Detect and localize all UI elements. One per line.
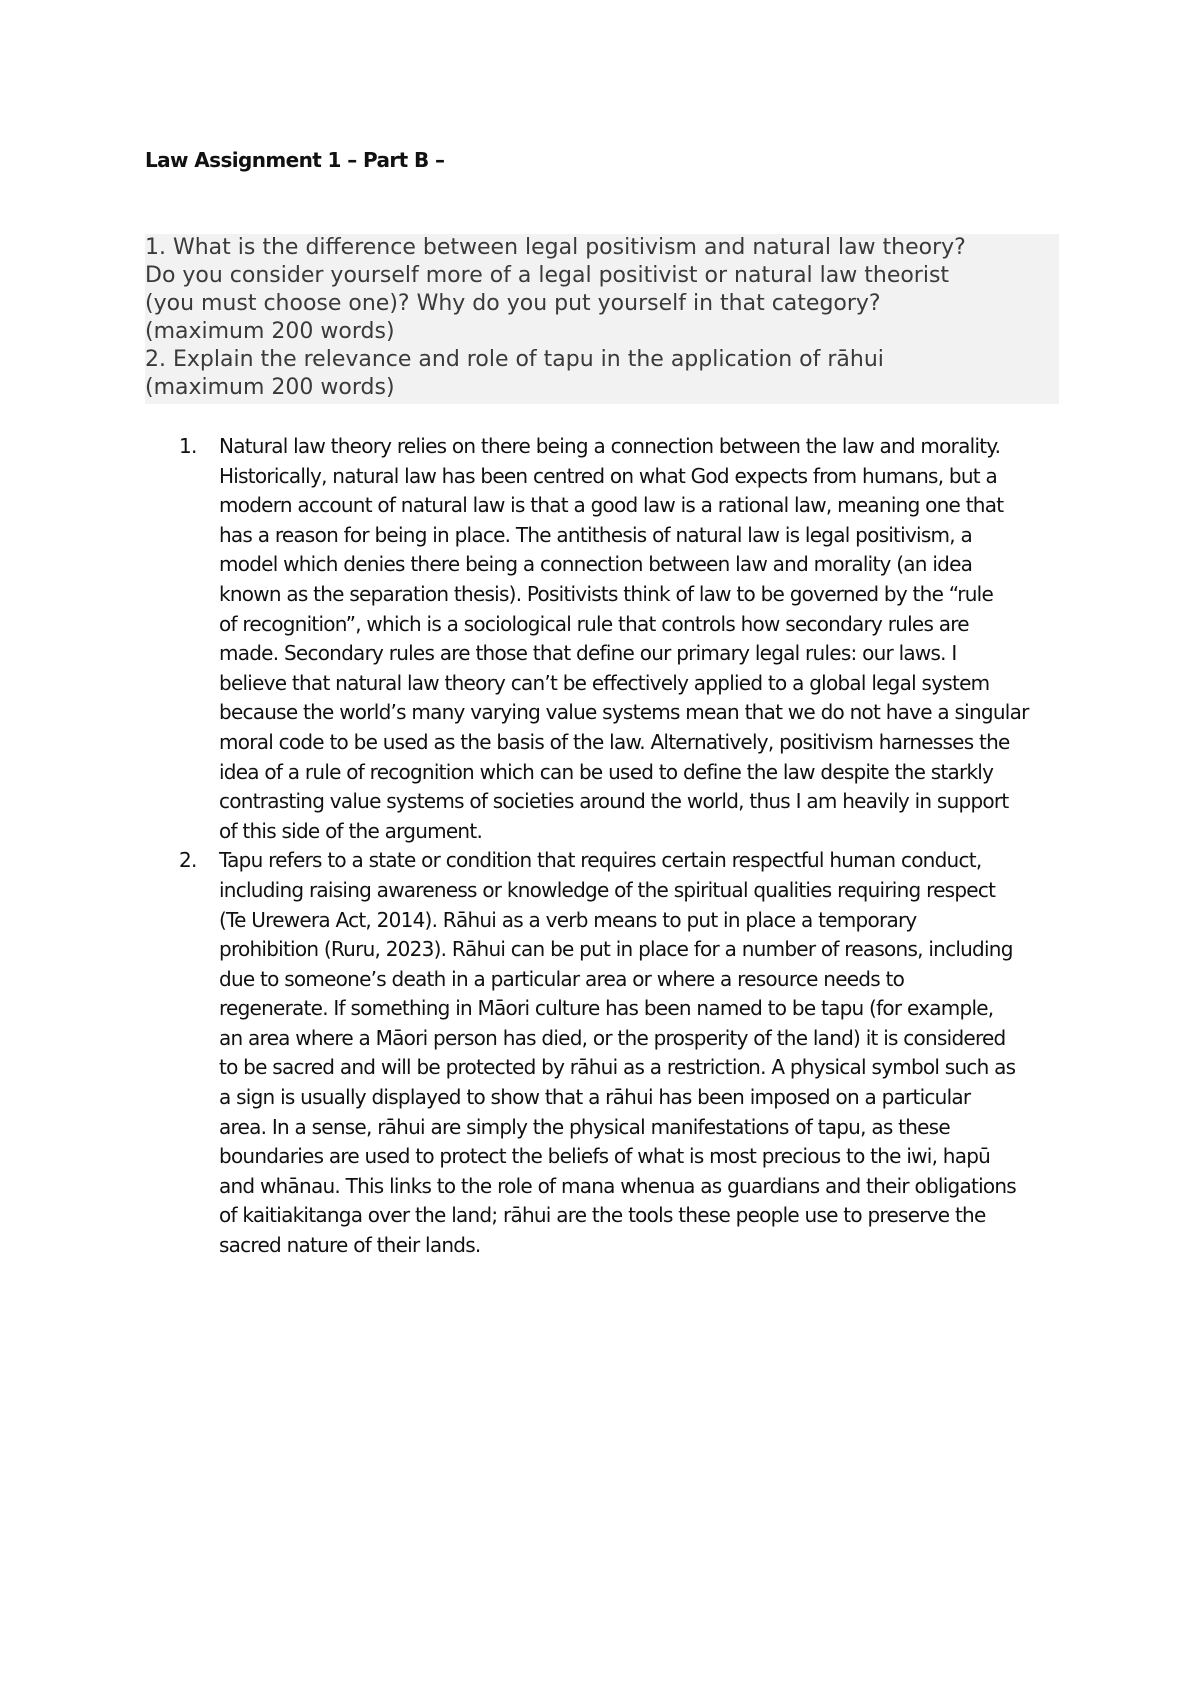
answer-2-line: to be sacred and will be protected by rāhui as a restriction. A physical symbol such as bbox=[219, 1055, 1016, 1080]
answer-2-line: due to someone’s death in a particular area or where a resource needs to bbox=[219, 966, 905, 991]
answer-1-line: of this side of the argument. bbox=[219, 818, 483, 843]
question-2-line: (maximum 200 words) bbox=[145, 375, 395, 400]
answer-1-line: moral code to be used as the basis of the law. Alternatively, positivism harnesses the bbox=[219, 729, 1010, 754]
answer-2-line: sacred nature of their lands. bbox=[219, 1233, 481, 1258]
answer-2-line: boundaries are used to protect the beliefs of what is most precious to the iwi, hapū bbox=[219, 1144, 991, 1169]
answer-2-line: and whānau. This links to the role of mana whenua as guardians and their obligations bbox=[219, 1173, 1016, 1198]
document-title: Law Assignment 1 – Part B – bbox=[145, 148, 445, 172]
answer-2-line: Tapu refers to a state or condition that requires certain respectful human conduct, bbox=[219, 848, 982, 873]
answer-1-line: modern account of natural law is that a good law is a rational law, meaning one that bbox=[219, 493, 1004, 518]
answer-1-line: believe that natural law theory can’t be effectively applied to a global legal system bbox=[219, 670, 990, 695]
answer-2-line: a sign is usually displayed to show that a rāhui has been imposed on a particular bbox=[219, 1085, 971, 1110]
question-2 bbox=[145, 346, 1065, 402]
question-2-line: 2. Explain the relevance and role of tapu in the application of rāhui bbox=[145, 347, 884, 372]
answer-2-line: regenerate. If something in Māori culture has been named to be tapu (for example, bbox=[219, 996, 994, 1021]
answer-1-line: idea of a rule of recognition which can be used to define the law despite the starkly bbox=[219, 759, 994, 784]
answer-1-line: Natural law theory relies on there being a connection between the law and morality. bbox=[219, 434, 1001, 458]
answer-2-line: (Te Urewera Act, 2014). Rāhui as a verb means to put in place a temporary bbox=[219, 907, 917, 932]
answer-1-line: model which denies there being a connection between law and morality (an idea bbox=[219, 552, 973, 577]
answers-list bbox=[145, 432, 1075, 1261]
answer-1-number: 1. bbox=[179, 434, 197, 458]
question-1-line: Do you consider yourself more of a legal positivist or natural law theorist bbox=[145, 263, 950, 288]
question-1-line: 1. What is the difference between legal positivism and natural law theory? bbox=[145, 235, 966, 260]
answer-2-line: area. In a sense, rāhui are simply the physical manifestations of tapu, as these bbox=[219, 1114, 950, 1139]
question-1 bbox=[145, 234, 1065, 346]
answer-1-line: made. Secondary rules are those that define our primary legal rules: our laws. I bbox=[219, 641, 957, 666]
answer-1-line: Historically, natural law has been centred on what God expects from humans, but a bbox=[219, 463, 997, 488]
answer-2-line: an area where a Māori person has died, or the prosperity of the land) it is considered bbox=[219, 1025, 1006, 1050]
answer-2-line: including raising awareness or knowledge of the spiritual qualities requiring respect bbox=[219, 877, 996, 902]
answer-1-line: of recognition”, which is a sociological rule that controls how secondary rules are bbox=[219, 611, 969, 636]
answer-1-line: contrasting value systems of societies around the world, thus I am heavily in support bbox=[219, 789, 1009, 814]
answer-2-line: of kaitiakitanga over the land; rāhui are the tools these people use to preserve the bbox=[219, 1203, 986, 1228]
answer-1-line: known as the separation thesis). Positivists think of law to be governed by the “rule bbox=[219, 581, 994, 606]
answer-2-line: prohibition (Ruru, 2023). Rāhui can be put in place for a number of reasons, including bbox=[219, 937, 1013, 962]
answer-2 bbox=[145, 846, 1075, 1260]
question-1-line: (maximum 200 words) bbox=[145, 319, 395, 344]
answer-1-line: has a reason for being in place. The antithesis of natural law is legal positivism, a bbox=[219, 522, 972, 547]
answer-1-line: because the world’s many varying value systems mean that we do not have a singular bbox=[219, 700, 1029, 725]
answer-1 bbox=[145, 432, 1075, 846]
answer-2-number: 2. bbox=[179, 848, 197, 873]
question-1-line: (you must choose one)? Why do you put yourself in that category? bbox=[145, 291, 881, 316]
